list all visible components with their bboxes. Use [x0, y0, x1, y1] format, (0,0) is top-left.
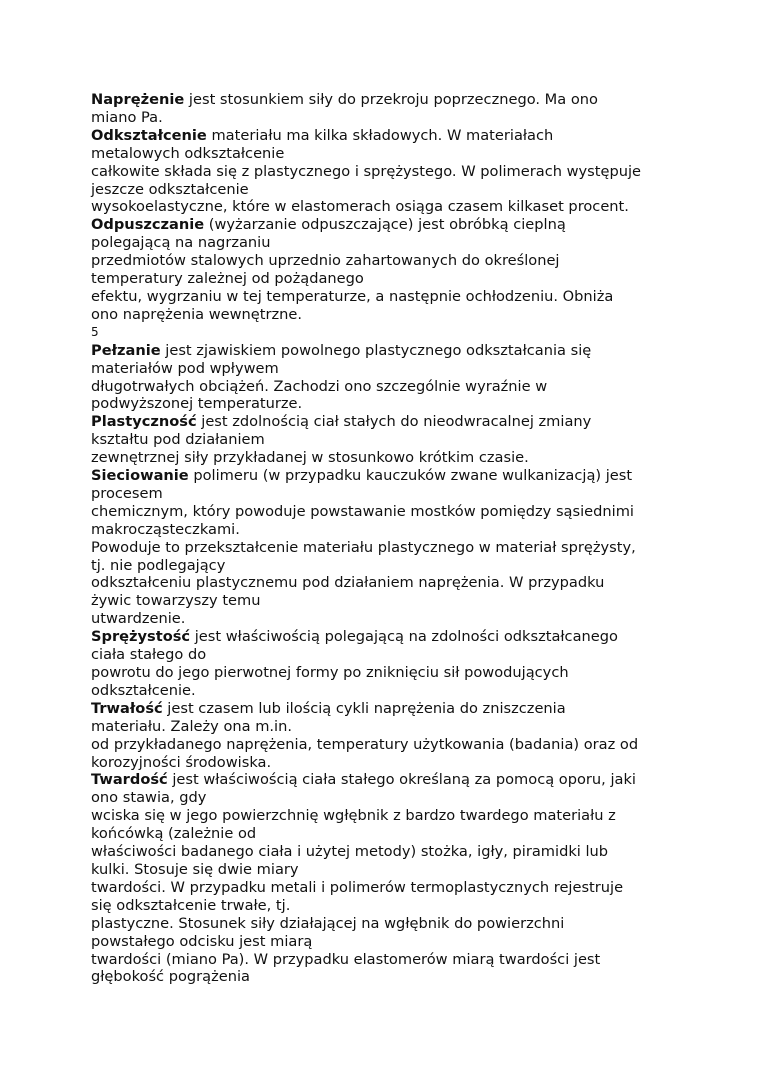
line-text: właściwości badanego ciała i użytej metody) stożka, igły, piramidki lub	[91, 843, 609, 861]
text-line	[91, 91, 676, 109]
line-text: powrotu do jego pierwotnej formy po zniknięciu sił powodujących	[91, 664, 569, 681]
line-text: zewnętrznej siły przykładanej w stosunkowo krótkim czasie.	[91, 449, 529, 467]
line-text: wciska się w jego powierzchnię wgłębnik z bardzo twardego materiału z	[91, 807, 616, 825]
text-line	[91, 431, 676, 449]
line-text: głębokość pogrążenia	[91, 968, 250, 986]
line-text: długotrwałych obciążeń. Zachodzi ono szczególnie wyraźnie w	[91, 377, 548, 395]
glossary-term: Odkształcenie	[91, 126, 207, 144]
glossary-term: Pełzanie	[91, 341, 161, 359]
text-line	[91, 951, 676, 969]
line-text: plastyczne. Stosunek siły działającej na wgłębnik do powierzchni	[91, 914, 565, 932]
text-line	[91, 557, 676, 575]
line-text: temperatury zależnej od pożądanego	[91, 270, 364, 288]
line-text: ciała stałego do	[91, 646, 207, 664]
line-text: procesem	[91, 484, 163, 502]
text-line	[91, 342, 676, 360]
text-line	[91, 718, 676, 736]
text-line	[91, 771, 676, 789]
line-text: się odkształcenie trwałe, tj.	[91, 896, 291, 914]
text-line	[91, 539, 676, 557]
line-text: materiału. Zależy ona m.in.	[91, 717, 292, 735]
text-line	[91, 288, 676, 306]
line-text: przedmiotów stalowych uprzednio zahartowanych do określonej	[91, 252, 560, 270]
text-line	[91, 306, 676, 324]
text-line	[91, 181, 676, 199]
line-text: polegającą na nagrzaniu	[91, 234, 271, 252]
line-text: (wyżarzanie odpuszczające) jest obróbką cieplną	[204, 216, 566, 234]
text-line	[91, 736, 676, 754]
line-text: odkształcenie.	[91, 681, 196, 699]
line-text: twardości (miano Pa). W przypadku elastomerów miarą twardości jest	[91, 950, 601, 968]
line-text: jest właściwością polegającą na zdolności odkształcanego	[190, 628, 618, 646]
line-text: ono naprężenia wewnętrzne.	[91, 305, 303, 323]
text-line	[91, 933, 676, 951]
line-text: efektu, wygrzaniu w tej temperaturze, a następnie ochłodzeniu. Obniża	[91, 287, 614, 305]
glossary-term: Odpuszczanie	[91, 216, 205, 234]
text-line	[91, 574, 676, 592]
line-text: żywic towarzyszy temu	[91, 592, 261, 610]
line-text: jest zdolnością ciał stałych do nieodwracalnej zmiany	[196, 413, 592, 431]
line-text: podwyższonej temperaturze.	[91, 395, 303, 413]
text-line	[91, 360, 676, 378]
line-text: jest właściwością ciała stałego określaną za pomocą oporu, jaki	[167, 771, 636, 789]
line-text: materiału ma kilka składowych. W materiałach	[206, 126, 554, 144]
line-text: odkształceniu plastycznemu pod działaniem naprężenia. W przypadku	[91, 574, 605, 592]
text-line	[91, 682, 676, 700]
line-text: makrocząsteczkami.	[91, 520, 240, 538]
text-line	[91, 628, 676, 646]
line-text: metalowych odkształcenie	[91, 144, 285, 162]
line-text: kulki. Stosuje się dwie miary	[91, 860, 299, 878]
glossary-term: Sieciowanie	[91, 467, 189, 485]
text-line	[91, 915, 676, 933]
line-text: końcówką (zależnie od	[91, 825, 257, 843]
line-text: materiałów pod wpływem	[91, 359, 279, 377]
text-line	[91, 861, 676, 879]
text-line	[91, 754, 676, 772]
text-line	[91, 378, 676, 396]
line-text: jest stosunkiem siły do przekroju poprzecznego. Ma ono	[184, 91, 598, 108]
line-text: Powoduje to przekształcenie materiału plastycznego w materiał sprężysty,	[91, 538, 636, 556]
line-text: wysokoelastyczne, które w elastomerach osiąga czasem kilkaset procent.	[91, 198, 629, 216]
text-line	[91, 163, 676, 181]
text-line	[91, 789, 676, 807]
glossary-term: Trwałość	[91, 699, 163, 717]
text-line	[91, 807, 676, 825]
text-line	[91, 395, 676, 413]
text-line	[91, 449, 676, 467]
text-line	[91, 270, 676, 288]
text-line	[91, 700, 676, 718]
line-text: ono stawia, gdy	[91, 789, 207, 807]
text-line	[91, 664, 676, 682]
text-line	[91, 485, 676, 503]
line-text: miano Pa.	[91, 108, 163, 126]
text-line	[91, 413, 676, 431]
line-text: całkowite składa się z plastycznego i sprężystego. W polimerach występuje	[91, 162, 642, 180]
text-line	[91, 127, 676, 145]
text-line	[91, 879, 676, 897]
document-body	[91, 91, 676, 986]
line-text: twardości. W przypadku metali i polimerów termoplastycznych rejestruje	[91, 878, 624, 896]
glossary-term: Twardość	[91, 771, 168, 789]
line-text: korozyjności środowiska.	[91, 753, 272, 771]
text-line	[91, 109, 676, 127]
line-text: jest zjawiskiem powolnego plastycznego odkształcania się	[160, 341, 592, 359]
text-line	[91, 825, 676, 843]
line-text: chemicznym, który powoduje powstawanie mostków pomiędzy sąsiednimi	[91, 502, 634, 520]
text-line	[91, 467, 676, 485]
line-text: jest czasem lub ilością cykli naprężenia do zniszczenia	[162, 699, 566, 717]
text-line	[91, 252, 676, 270]
text-line	[91, 503, 676, 521]
line-text: polimeru (w przypadku kauczuków zwane wulkanizacją) jest	[188, 467, 633, 485]
glossary-term: Sprężystość	[91, 628, 191, 646]
line-text: utwardzenie.	[91, 610, 186, 628]
text-line	[91, 521, 676, 539]
page-number: 5	[91, 324, 99, 339]
text-line	[91, 198, 676, 216]
line-text: tj. nie podlegający	[91, 556, 226, 574]
text-line	[91, 234, 676, 252]
line-text: jeszcze odkształcenie	[91, 180, 249, 198]
line-text: powstałego odcisku jest miarą	[91, 932, 313, 950]
text-line	[91, 592, 676, 610]
text-line	[91, 968, 676, 986]
text-line	[91, 145, 676, 163]
text-line	[91, 646, 676, 664]
text-line	[91, 216, 676, 234]
text-line	[91, 897, 676, 915]
text-line	[91, 610, 676, 628]
glossary-term: Plastyczność	[91, 413, 197, 431]
line-text: od przykładanego naprężenia, temperatury użytkowania (badania) oraz od	[91, 735, 639, 753]
glossary-term: Naprężenie	[91, 91, 185, 108]
text-line	[91, 843, 676, 861]
line-text: kształtu pod działaniem	[91, 431, 265, 449]
